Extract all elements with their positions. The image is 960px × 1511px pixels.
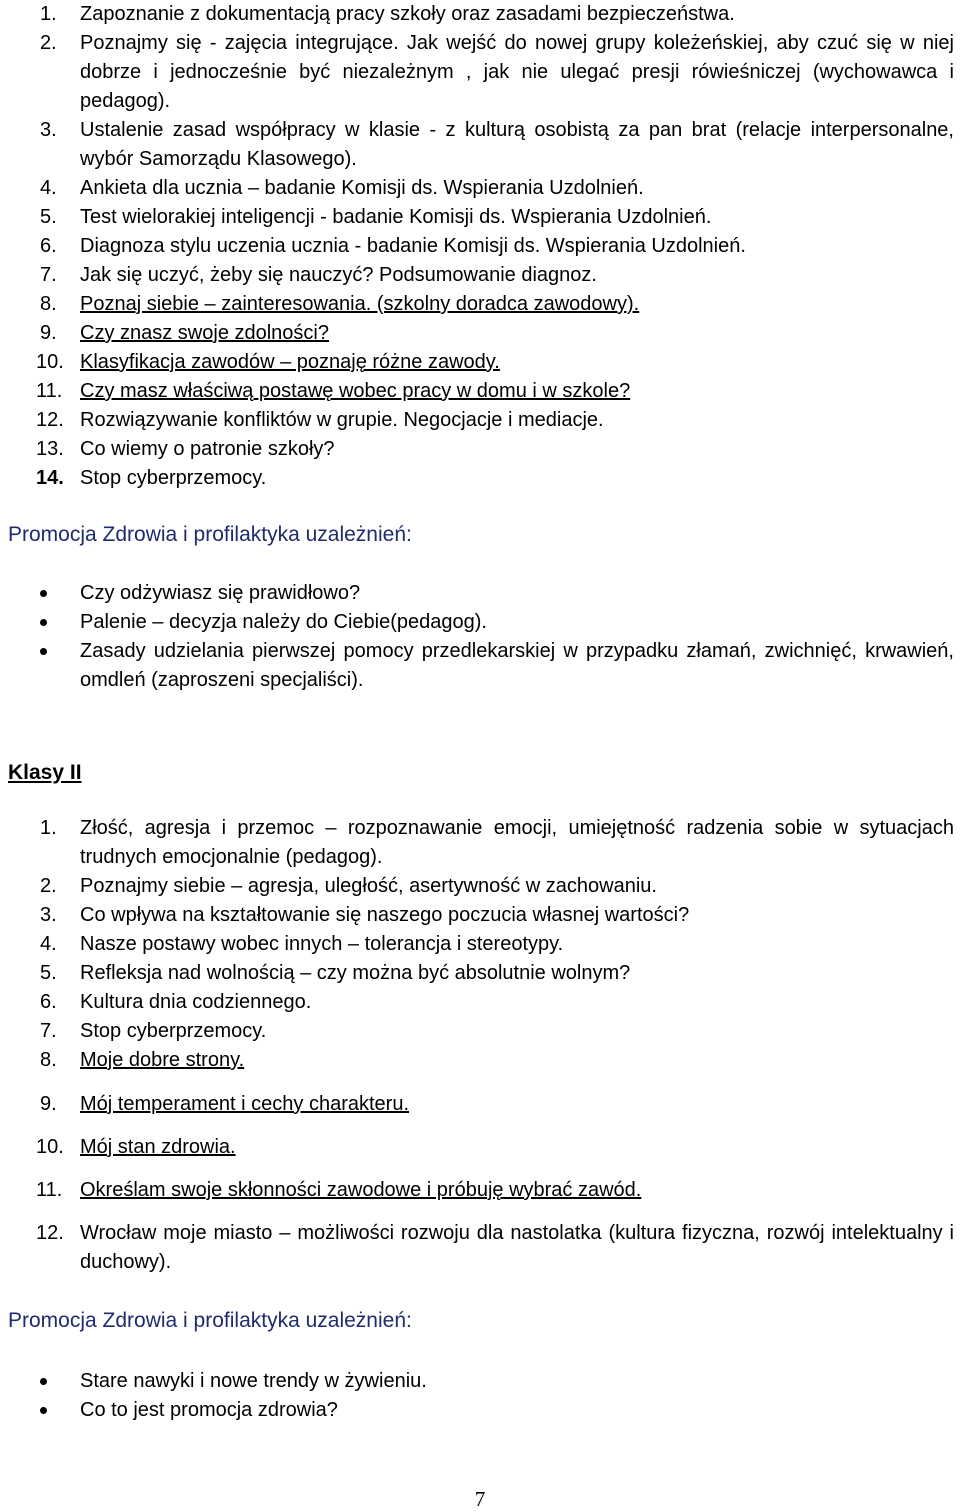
list-item: [0, 1219, 960, 1277]
health-promotion-heading: Promocja Zdrowia i profilaktyka uzależnień:: [8, 523, 412, 546]
item-text: Czy masz właściwą postawę wobec pracy w domu i w szkole?: [80, 380, 631, 402]
item-number: 9.: [40, 322, 57, 344]
item-number: 7.: [40, 264, 57, 286]
list-item: [0, 319, 960, 348]
list-item: [0, 29, 960, 116]
topic-list-b-continued: [0, 1219, 960, 1277]
item-number: 6.: [40, 991, 57, 1013]
item-text: Ankieta dla ucznia – badanie Komisji ds. Wspierania Uzdolnień.: [80, 177, 644, 199]
item-number: 12.: [36, 1222, 64, 1244]
list-item: [0, 872, 960, 901]
item-number: 4.: [40, 933, 57, 955]
item-text: Ustalenie zasad współpracy w klasie - z kulturą osobistą za pan brat (relacje interpersonalne, wybór Samorządu Klasowego).: [80, 119, 954, 170]
health-promotion-list: [0, 579, 960, 695]
item-text: Klasyfikacja zawodów – poznaję różne zawody.: [80, 351, 500, 373]
item-text: Złość, agresja i przemoc – rozpoznawanie emocji, umiejętność radzenia sobie w sytuacjach trudnych emocjonalnie (pedagog).: [80, 817, 954, 868]
item-text: Co wiemy o patronie szkoły?: [80, 438, 335, 460]
item-text: Czy znasz swoje zdolności?: [80, 322, 329, 344]
list-item: [0, 901, 960, 930]
bullet-text: Palenie – decyzja należy do Ciebie(pedagog).: [80, 611, 487, 633]
item-number: 4.: [40, 177, 57, 199]
item-text: Nasze postawy wobec innych – tolerancja i stereotypy.: [80, 933, 564, 955]
item-number: 3.: [40, 119, 57, 141]
item-number: 7.: [40, 1020, 57, 1042]
topic-list-a: [0, 0, 960, 493]
list-item: [0, 435, 960, 464]
item-number: 5.: [40, 206, 57, 228]
item-text: Stop cyberprzemocy.: [80, 1020, 267, 1042]
item-text: Kultura dnia codziennego.: [80, 991, 312, 1013]
item-text: Mój stan zdrowia.: [80, 1136, 236, 1158]
list-item: [0, 1017, 960, 1046]
item-text: Mój temperament i cechy charakteru.: [80, 1093, 410, 1115]
list-item: [0, 1046, 960, 1075]
item-number: 12.: [36, 409, 64, 431]
item-number: 10.: [36, 351, 64, 373]
item-number: 8.: [40, 293, 57, 315]
item-text: Jak się uczyć, żeby się nauczyć? Podsumowanie diagnoz.: [80, 264, 597, 286]
list-item: [0, 1176, 960, 1205]
item-number: 9.: [40, 1093, 57, 1115]
list-item: [0, 1090, 960, 1119]
list-item: [0, 1133, 960, 1162]
topic-list-b-continued: [0, 1090, 960, 1119]
bullet-icon: [40, 590, 47, 597]
item-number: 11.: [36, 1179, 63, 1201]
bullet-item: [0, 579, 960, 608]
list-item: [0, 290, 960, 319]
class-heading: Klasy II: [8, 761, 82, 784]
item-text: Poznajmy siebie – agresja, uległość, asertywność w zachowaniu.: [80, 875, 657, 897]
item-number: 3.: [40, 904, 57, 926]
item-text: Poznaj siebie – zainteresowania. (szkolny doradca zawodowy).: [80, 293, 640, 315]
list-item: [0, 0, 960, 29]
list-item: [0, 814, 960, 872]
bullet-text: Stare nawyki i nowe trendy w żywieniu.: [80, 1370, 427, 1392]
item-text: Zapoznanie z dokumentacją pracy szkoły oraz zasadami bezpieczeństwa.: [80, 3, 735, 25]
item-number: 11.: [36, 380, 63, 402]
item-text: Moje dobre strony.: [80, 1049, 245, 1071]
item-number: 10.: [36, 1136, 64, 1158]
bullet-icon: [40, 1407, 47, 1414]
bullet-item: [0, 608, 960, 637]
bullet-icon: [40, 619, 47, 626]
list-item: [0, 116, 960, 174]
item-number: 1.: [40, 3, 57, 25]
item-text: Refleksja nad wolnością – czy można być absolutnie wolnym?: [80, 962, 631, 984]
topic-list-b-continued: [0, 1133, 960, 1162]
list-item: [0, 464, 960, 493]
list-item: [0, 377, 960, 406]
list-item: [0, 348, 960, 377]
item-text: Co wpływa na kształtowanie się naszego poczucia własnej wartości?: [80, 904, 690, 926]
list-item: [0, 406, 960, 435]
list-item: [0, 174, 960, 203]
item-number: 6.: [40, 235, 57, 257]
item-number: 8.: [40, 1049, 57, 1071]
bullet-text: Co to jest promocja zdrowia?: [80, 1399, 338, 1421]
bullet-item: [0, 1396, 960, 1425]
bullet-icon: [40, 1378, 47, 1385]
item-number: 2.: [40, 875, 57, 897]
topic-list-b-continued: [0, 1176, 960, 1205]
item-number: 5.: [40, 962, 57, 984]
item-number: 14.: [36, 467, 64, 489]
bullet-text: Zasady udzielania pierwszej pomocy przedlekarskiej w przypadku złamań, zwichnięć, krwawień, omdleń (zaproszeni specjaliści).: [80, 640, 954, 691]
item-text: Stop cyberprzemocy.: [80, 467, 267, 489]
list-item: [0, 930, 960, 959]
item-text: Poznajmy się - zajęcia integrujące. Jak wejść do nowej grupy koleżeńskiej, aby czuć się w niej dobrze i jednocześnie być niezależnym , jak nie ulegać presji rówieśniczej (wychowawca i pedagog).: [80, 32, 954, 112]
bullet-text: Czy odżywiasz się prawidłowo?: [80, 582, 361, 604]
item-text: Diagnoza stylu uczenia ucznia - badanie Komisji ds. Wspierania Uzdolnień.: [80, 235, 746, 257]
item-number: 1.: [40, 817, 57, 839]
item-text: Określam swoje skłonności zawodowe i próbuję wybrać zawód.: [80, 1179, 642, 1201]
page-number: 7: [474, 1487, 486, 1511]
health-promotion-list: [0, 1367, 960, 1425]
list-item: [0, 232, 960, 261]
list-item: [0, 959, 960, 988]
bullet-item: [0, 637, 960, 695]
item-text: Wrocław moje miasto – możliwości rozwoju dla nastolatka (kultura fizyczna, rozwój intelektualny i duchowy).: [80, 1222, 954, 1273]
item-number: 2.: [40, 32, 57, 54]
health-promotion-heading: Promocja Zdrowia i profilaktyka uzależnień:: [8, 1309, 412, 1332]
list-item: [0, 261, 960, 290]
list-item: [0, 203, 960, 232]
item-text: Rozwiązywanie konfliktów w grupie. Negocjacje i mediacje.: [80, 409, 604, 431]
topic-list-b: [0, 814, 960, 1075]
bullet-icon: [40, 648, 47, 655]
item-number: 13.: [36, 438, 64, 460]
bullet-item: [0, 1367, 960, 1396]
list-item: [0, 988, 960, 1017]
item-text: Test wielorakiej inteligencji - badanie Komisji ds. Wspierania Uzdolnień.: [80, 206, 712, 228]
